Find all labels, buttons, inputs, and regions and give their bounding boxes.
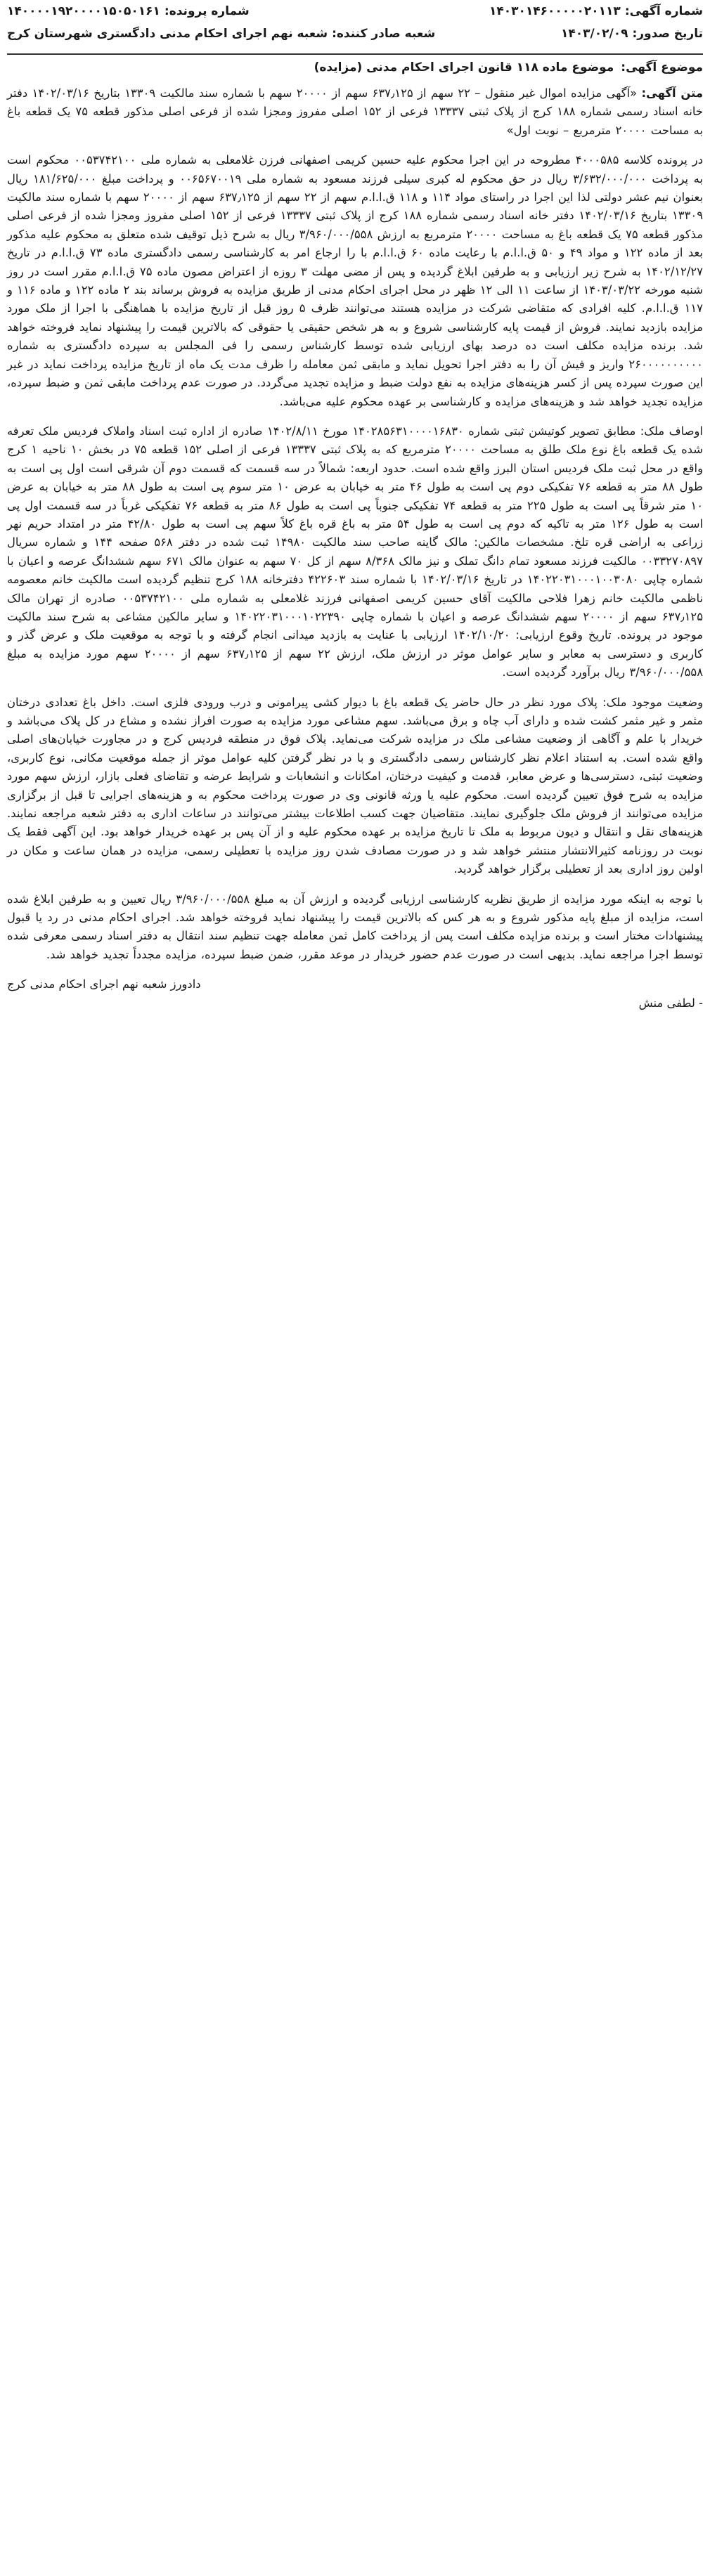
subject-row [7, 60, 703, 84]
issue-date-label: تاریخ صدور: [632, 27, 703, 41]
case-number-label: شماره پرونده: [164, 4, 250, 18]
issuer-group [7, 27, 435, 41]
subject-label: موضوع آگهی: [621, 60, 703, 74]
paragraph-1 [7, 84, 703, 140]
paragraph-2: در پرونده کلاسه ۴۰۰۰۵۸۵ مطروحه در این اجرا محکوم علیه حسین کریمی اصفهانی فرزن غلامعلی به شماره ملی ۰۰۵۳۷۴۲۱۰۰ محکوم است به پرداخت ۳/۶۳۲/۰۰۰/۰۰۰ ریال در حق محکوم له کبری سیلی فرزند مسعود به شماره ملی ۰۰۶۵۶۷۰۰۱۹ و پرداخت مبلغ ۱۸۱/۶۲۵/۰۰۰ ریال بعنوان نیم عشر دولتی لذا این اجرا در راستای مواد ۱۱۴ و ۱۱۸ ق.ا.ا.م سهم از ۲۲ سهم از ۶۳۷٫۱۲۵ سهم از ۲۰۰۰۰ سهم با شماره سند مالکیت ۱۳۳۰۹ بتاریخ ۱۴۰۲/۰۳/۱۶ دفتر خانه اسناد رسمی شماره ۱۸۸ کرج از پلاک ثبتی ۱۳۳۳۷ فرعی از ۱۵۲ اصلی مفروز ومجزا شده از فرعی اصلی مذکور قطعه ۷۵ یک قطعه باغ به مساحت ۲۰۰۰۰ مترمربع به ارزش ۳/۹۶۰/۰۰۰/۵۵۸ ریال به شرح ذیل توقیف شده متعلق به محکوم علیه مذکور بعد از ماده ۱۲۲ و مواد ۴۹ و ۵۰ ق.ا.ا.م با رعایت ماده ۶۰ ق.ا.ا.م با را ارجاع امر به کارشناسی رسمی دادگستری ماده ۷۳ ق.ا.ا.م در تاریخ ۱۴۰۲/۱۲/۲۷ به شرح زیر ارزیابی و به طرفین ابلاغ گردیده و پس از مضی مهلت ۳ روزه از اعتراض مصون ماده ۷۵ ق.ا.ا.م مقرر است در روز شنبه مورخه ۱۴۰۳/۰۳/۲۲ از ساعت ۱۱ الی ۱۲ ظهر در محل اجرای احکام مدنی از طریق مزایده به فروش برساند بند ۲ ماده ۱۲۲ و ماده ۱۱۶ و ۱۱۷ ق.ا.ا.م. کلیه افرادی که متقاضی شرکت در مزایده هستند می‌توانند ظرف ۵ روز قبل از تاریخ مزایده با هماهنگی با اجرا از ملک مورد مزایده بازدید نمایند. فروش از قیمت پایه کارشناسی شروع و به هر شخص حقیقی یا حقوقی که بالاترین قیمت را پیشنهاد نماید فروخته خواهد شد. برنده مزایده مکلف است ده درصد بهای ارزیابی شده توسط کارشناس رسمی را فی المجلس به سپرده دادگستری به شماره ۲۶۰۰۰۰۰۰۰۰۰۰ واریز و فیش آن را به دفتر اجرا تحویل نماید و مابقی ثمن معامله را ظرف مدت یک ماه از تاریخ مزایده پرداخت نماید در غیر این صورت سپرده پس از کسر هزینه‌های مزایده به نفع دولت ضبط و مزایده تجدید می‌گردد. در صورت عدم پرداخت مابقی ثمن و ضبط سپرده، مزایده تجدید خواهد شد و هزینه‌های مزایده و کارشناسی بر عهده محکوم علیه می‌باشد. [7, 153, 704, 408]
signature: دادورز شعبه نهم اجرای احکام مدنی کرج [7, 977, 201, 991]
issuer: شعبه نهم اجرای احکام مدنی دادگستری شهرستان کرج [7, 27, 328, 41]
issue-date-group [561, 27, 703, 41]
header-row-2 [7, 27, 703, 49]
closing-name: - لطفی منش [638, 996, 703, 1010]
paragraph-4: وضعیت موجود ملک: پلاک مورد نظر در حال حاضر یک قطعه باغ با دیوار کشی پیرامونی و درب ورودی فلزی است. داخل باغ تعدادی درختان مثمر و غیر مثمر کشت شده و دارای آب چاه و برق می‌باشد. سهم مشاعی مورد مزایده به صورت افراز نشده و مشاع در کل پلاک می‌باشد و خریدار با علم و آگاهی از وضعیت مشاعی ملک در مزایده شرکت می‌نماید. پلاک فوق در منطقه فردیس کرج و در مجاورت خیابان‌های اصلی واقع شده است. به استناد اعلام نظر کارشناس رسمی دادگستری و با در نظر گرفتن کلیه عوامل موثر از جمله موقعیت مکانی، نوع کاربری، وضعیت ثبتی، دسترسی‌ها و عرض معابر، قدمت و کیفیت درختان، امکانات و انشعابات و شرایط عرضه و تقاضای فعلی بازار، ارزش سهم مورد مزایده به شرح فوق تعیین گردیده است. محکوم علیه یا ورثه قانونی وی در صورت پرداخت محکوم به و هزینه‌های اجرایی تا قبل از برگزاری مزایده می‌توانند از فروش ملک جلوگیری نمایند. متقاضیان جهت کسب اطلاعات بیشتر می‌توانند در ساعات اداری به دفتر شعبه مراجعه نمایند. هزینه‌های نقل و انتقال و دیون مربوط به ملک تا تاریخ مزایده بر عهده محکوم علیه و از آن پس بر عهده خریدار خواهد بود. این آگهی فقط یک نوبت در روزنامه کثیرالانتشار منتشر خواهد شد و در صورت مصادف شدن روز مزایده با تعطیلی رسمی، مزایده در همان ساعت و مکان در اولین روز اداری بعد از تعطیلی برگزار خواهد گردید. [7, 695, 703, 876]
issuer-label: شعبه صادر کننده: [332, 27, 436, 41]
header-row-1 [7, 4, 703, 27]
header-divider [7, 53, 703, 55]
case-number-group [7, 4, 250, 18]
ad-number: ۱۴۰۳۰۱۴۶۰۰۰۰۰۲۰۱۱۳ [489, 4, 621, 18]
body-lead-label: متن آگهی: [641, 86, 703, 100]
subject-value: موضوع ماده ۱۱۸ قانون اجرای احکام مدنی (مزایده) [314, 60, 614, 74]
ad-number-label: شماره آگهی: [624, 4, 703, 18]
paragraph-1-text: «آگهی مزایده اموال غیر منقول – ۲۲ سهم از ۶۳۷٫۱۲۵ سهم از ۲۰۰۰۰ سهم با شماره سند مالکیت ۱۳۳۰۹ بتاریخ ۱۴۰۲/۰۳/۱۶ دفتر خانه اسناد رسمی شماره ۱۸۸ کرج از پلاک ثبتی ۱۳۳۳۷ فرعی از ۱۵۲ اصلی مفروز ومجزا شده از فرعی اصلی مذکور قطعه ۷۵ یک قطعه باغ به مساحت ۲۰۰۰۰ مترمربع – نوبت اول» [7, 86, 704, 137]
paragraph-5: با توجه به اینکه مورد مزایده از طریق نظریه کارشناسی ارزیابی گردیده و ارزش آن به مبلغ ۳/۹۶۰/۰۰۰/۵۵۸ ریال تعیین و به طرفین ابلاغ شده است، مزایده از مبلغ پایه مذکور شروع و به هر کس که بالاترین قیمت را پیشنهاد نماید فروخته خواهد شد. اجرای احکام مدنی در رد یا قبول پیشنهادات مختار است و برنده مزایده مکلف است پس از پرداخت کامل ثمن معامله جهت تنظیم سند انتقال به دفتر اسناد رسمی معرفی شده توسط اجرا مراجعه نماید. بدیهی است در صورت عدم حضور خریدار در موعد مقرر، ضمن ضبط سپرده، مزایده مجدداً تجدید خواهد شد. [7, 892, 704, 961]
paragraph-3: اوصاف ملک: مطابق تصویر کوتیشن ثبتی شماره ۱۴۰۲۸۵۶۳۱۰۰۰۰۱۶۸۳۰ مورخ ۱۴۰۲/۸/۱۱ صادره از اداره ثبت اسناد واملاک فردیس ملک تعرفه شده یک قطعه باغ نوع ملک طلق به مساحت ۲۰۰۰۰ مترمربع که به پلاک ثبتی ۱۳۳۳۷ فرعی از اصلی ۱۵۲ قطعه ۷۵ در بخش ۱۰ ناحیه ۱ کرج واقع در محل ثبت ملک فردیس استان البرز واقع شده است. حدود اربعه: شمالاً در سه قسمت که قسمت دوم آن شرقی است اول پی است به طول ۸۸ متر به قطعه ۷۶ تفکیکی دوم پی است به طول ۴۶ متر به خیابان به عرض ۱۰ متر سوم پی است به طول ۸۸ متر به خیابان به عرض ۱۰ متر شرقاً پی است به طول ۲۲۵ متر به قطعه ۷۴ تفکیکی جنوباً پی است به طول ۸۶ متر به قطعه ۷۶ تفکیکی غرباً در سه قسمت اول پی است به طول ۱۲۶ متر به تاکیه که دوم پی است به طول ۵۴ متر به باغ قره باغ کلاً سهم پی است به طول ۴۲/۸۰ متر در امتداد حریم نهر زراعی به اراضی قره تلخ. مشخصات مالکین: مالک گاینه صاحب سند مالکیت ۱۴۹۸۰ ثبت شده در دفتر ۵۶۸ صفحه ۱۴۴ و شماره سریال ۰۰۳۳۲۷۰۸۹۷ مالکیت فرزند مسعود تمام دانگ تملک و نیز مالک ۸/۳۶۸ سهم از کل ۷۰ سهم به عنوان مالک ۶۷۱ سهم ششدانگ عرصه و اعیان با شماره چاپی ۱۴۰۲۲۰۳۱۰۰۰۱۰۰۳۰۸۰ در تاریخ ۱۴۰۲/۰۳/۱۶ با شماره سند ۴۲۲۶۰۳ دفترخانه ۱۸۸ کرج تنظیم گردیده است مالکیت خانم معصومه ناظمی مالکیت خانم زهرا فلاحی مالکیت آقای حسین کریمی اصفهانی فرزند غلامعلی به شماره ملی ۰۰۵۳۷۴۲۱۰۰ صادره از تهران مالک ۶۳۷٫۱۲۵ سهم از ۲۰۰۰۰ سهم ششدانگ عرصه و اعیان با شماره چاپی ۱۴۰۲۲۰۳۱۰۰۰۱۰۲۲۳۹۰ و سایر مالکین مشاعی به شرح سند مالکیت موجود در پرونده. تاریخ وقوع ارزیابی: ۱۴۰۲/۱۰/۲۰ ارزیابی با عنایت به بازدید میدانی انجام گرفته و با توجه به موقعیت ملک و عرض گذر و کاربری و دسترسی به معابر و سایر عوامل موثر در ارزش ملک، ارزش ۲۲ سهم از ۶۳۷٫۱۲۵ سهم از ۲۰۰۰۰ سهم مورد مزایده به مبلغ ۳/۹۶۰/۰۰۰/۵۵۸ ریال برآورد گردیده است. [7, 424, 704, 679]
ad-number-group [489, 4, 703, 18]
case-number: ۱۴۰۰۰۰۱۹۲۰۰۰۰۱۵۰۵۰۱۶۱ [7, 4, 160, 18]
issue-date: ۱۴۰۳/۰۲/۰۹ [561, 27, 628, 41]
notice-body [7, 84, 703, 964]
